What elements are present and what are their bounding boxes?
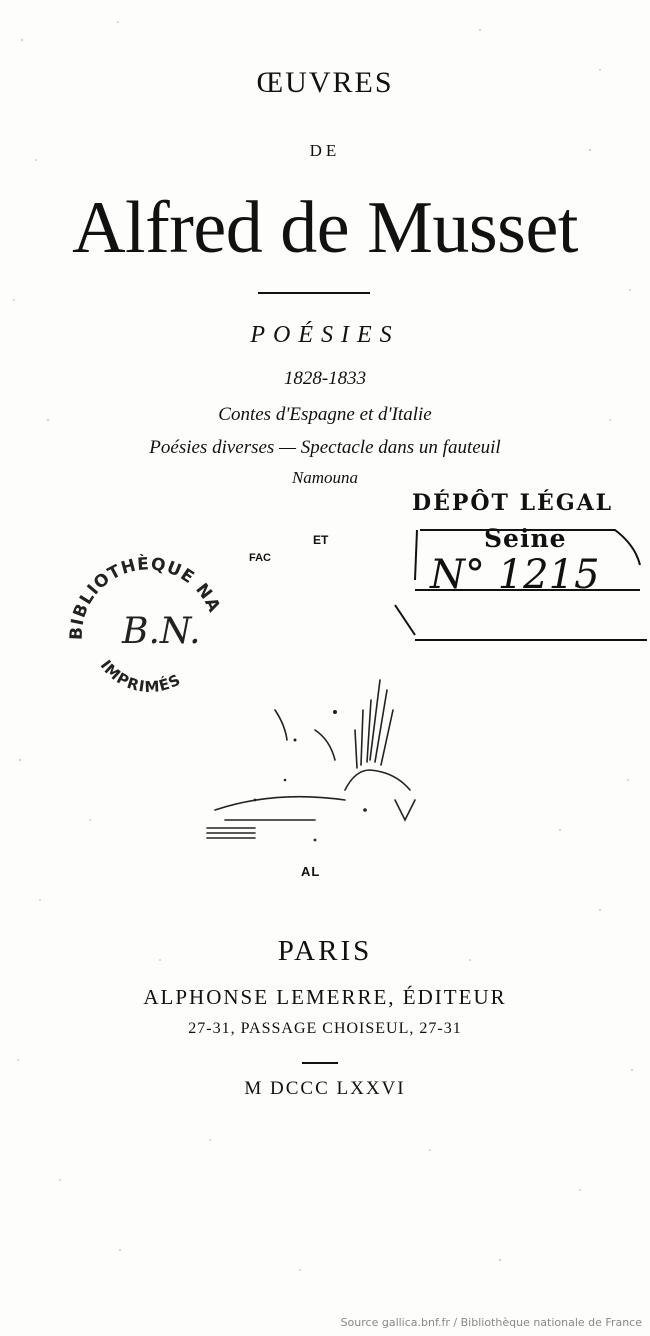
vignette-text-fac: FAC <box>249 552 271 564</box>
library-stamp <box>60 545 235 720</box>
vignette-text-al: AL <box>301 864 321 879</box>
section-heading: POÉSIES <box>250 322 400 348</box>
library-stamp-top-text: BIBLIOTHÈQUE NA <box>66 554 225 641</box>
source-credit: Source gallica.bnf.fr / Bibliothèque nationale de France <box>340 1316 642 1329</box>
contents-line-3: Namouna <box>291 468 359 487</box>
contents-line-2: Poésies diverses — Spectacle dans un fauteuil <box>149 437 501 458</box>
imprint-city: PARIS <box>277 935 373 967</box>
legal-deposit-region: Seine <box>484 524 567 553</box>
imprint-publisher: ALPHONSE LEMERRE, ÉDITEUR <box>143 985 507 1009</box>
imprint-date: M DCCC LXXVI <box>244 1078 406 1099</box>
legal-deposit-number: N° 1215 <box>430 552 600 598</box>
section-years: 1828-1833 <box>283 368 367 389</box>
heading-oeuvres: ŒUVRES <box>256 66 394 99</box>
heading-de: DE <box>309 141 341 160</box>
legal-deposit-title: DÉPÔT LÉGAL <box>412 490 614 516</box>
imprint-rule <box>302 1062 338 1064</box>
library-stamp-initials: B.N. <box>122 611 201 652</box>
title-rule <box>258 292 370 294</box>
author-name: Alfred de Musset <box>72 187 578 269</box>
library-stamp-bottom-text: IMPRIMÉS <box>96 656 184 697</box>
vignette-text-et: ET <box>313 533 329 547</box>
imprint-address: 27-31, PASSAGE CHOISEUL, 27-31 <box>188 1020 462 1037</box>
svg-text:IMPRIMÉS <box>97 657 184 697</box>
contents-line-1: Contes d'Espagne et d'Italie <box>218 404 432 425</box>
